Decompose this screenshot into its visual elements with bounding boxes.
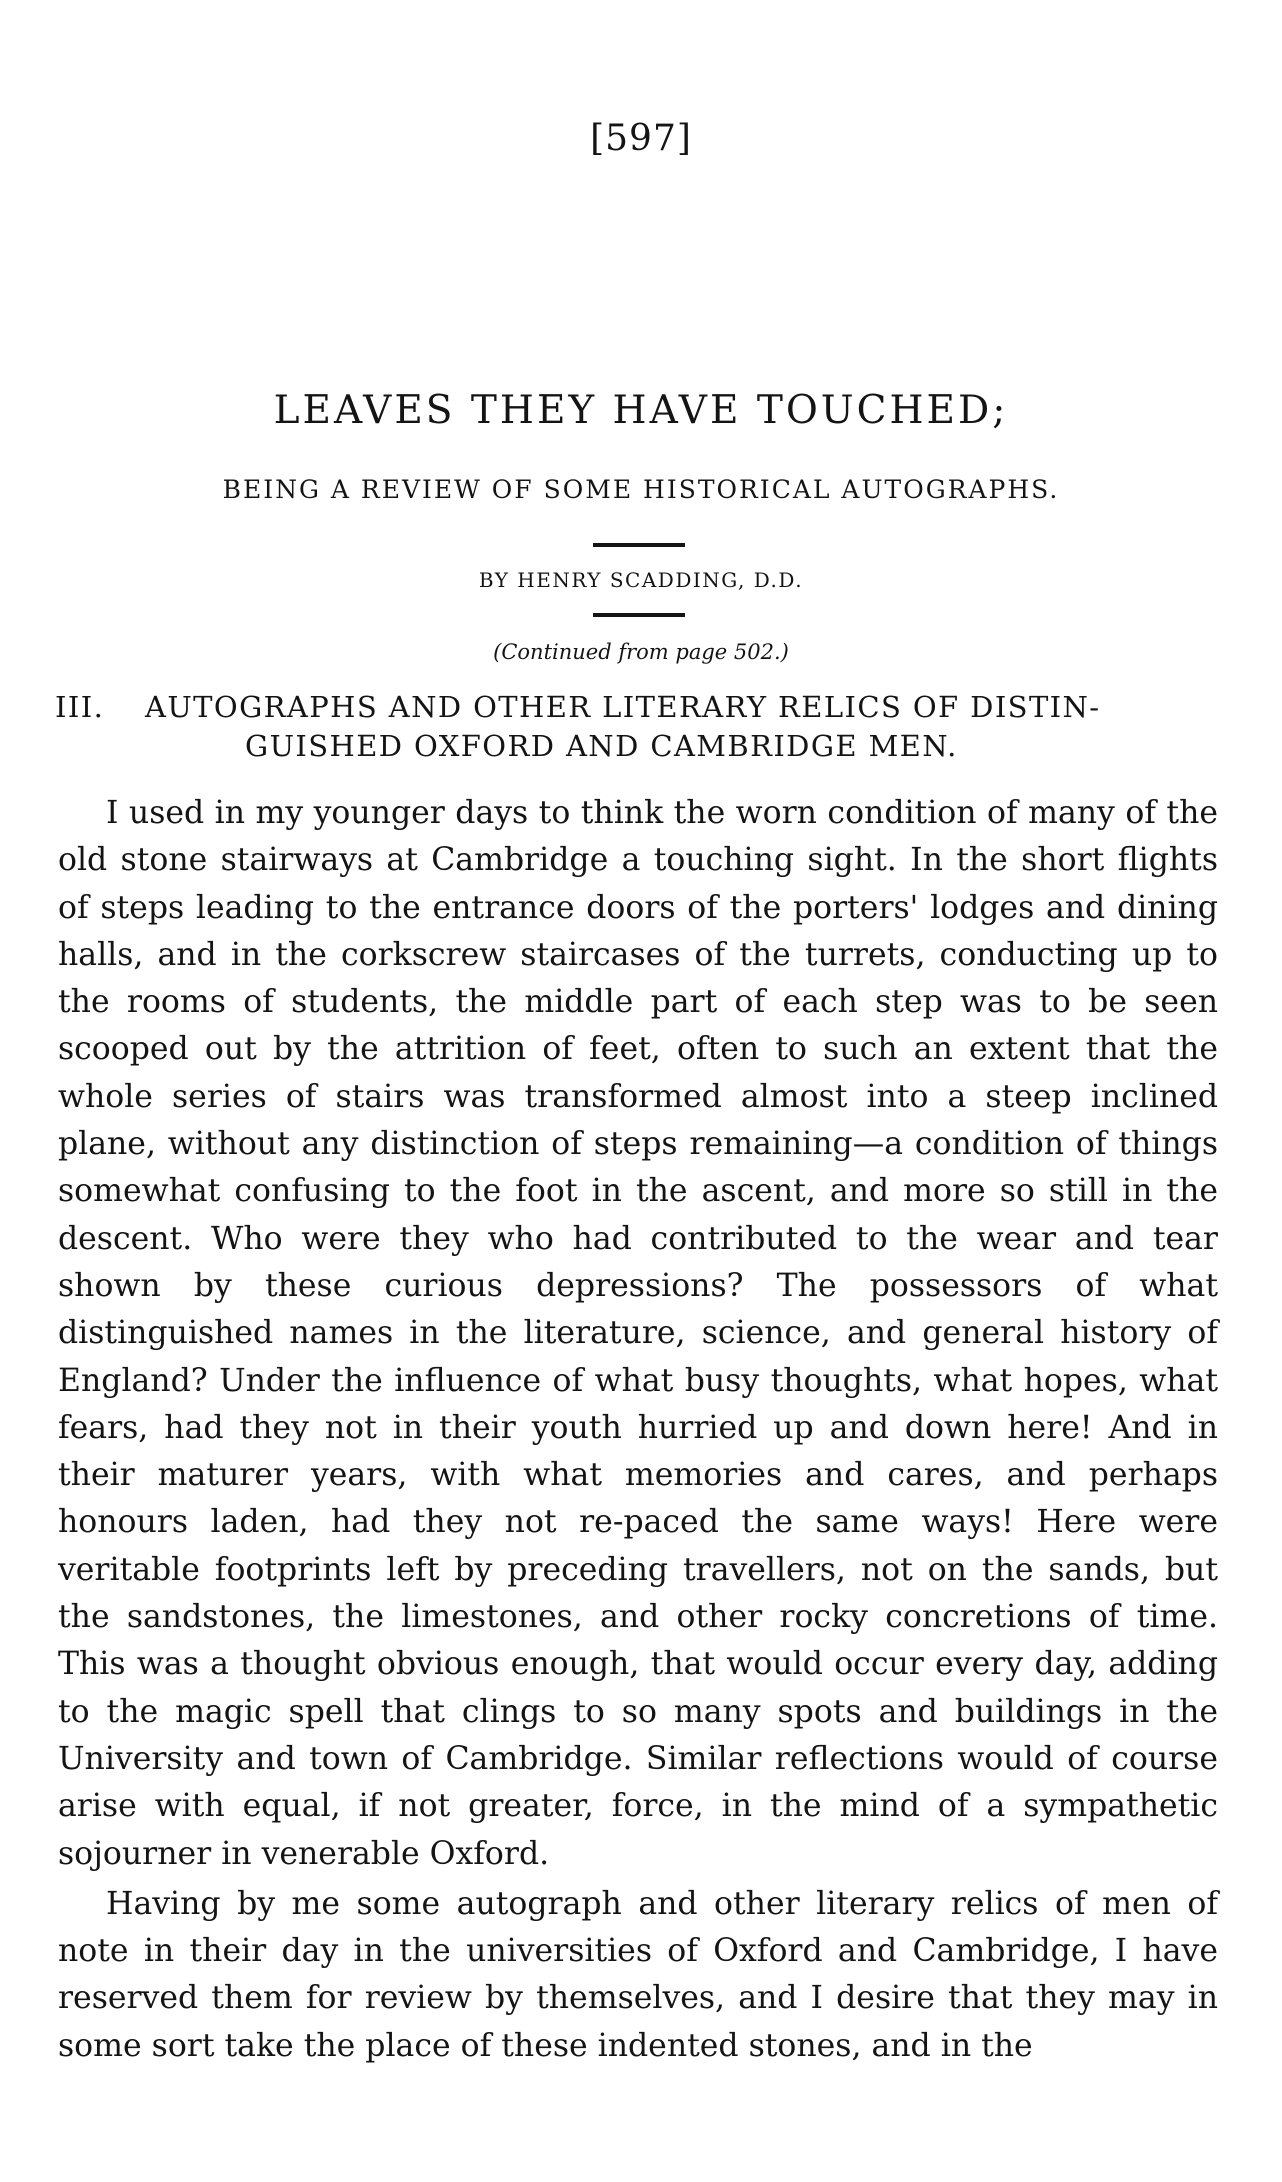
body-paragraph: I used in my younger days to think the worn condition of many of the old stone stairways at Cambridge a touching sight. In the short flights of steps leading to the entrance doors of the porters' lodges and dining halls, and in the corkscrew staircases of the turrets, conducting up to the rooms of students, the middle part of each step was to be seen scooped out by the attrition of feet, often to such an extent that the whole series of stairs was transformed almost into a steep inclined plane, without any distinction of steps remaining—a condition of things somewhat confusing to the foot in the ascent, and more so still in the descent. Who were they who had contributed to the wear and tear shown by these curious depressions? The possessors of what distinguished names in the literature, science, and general history of England? Under the influence of what busy thoughts, what hopes, what fears, had they not in their youth hurried up and down here! And in their maturer years, with what memories and cares, and perhaps honours laden, had they not re-paced the same ways! Here were veritable footprints left by preceding travellers, not on the sands, but the sandstones, the limestones, and other rocky concretions of time. This was a thought obvious enough, that would occur every day, adding to the magic spell that clings to so many spots and buildings in the University and town of Cambridge. Similar reflections would of course arise with equal, if not greater, force, in the mind of a sympathetic sojourner in venerable Oxford. xyxy=(58,795,1218,1872)
article-body xyxy=(58,790,1218,2070)
section-heading-line-2: GUISHED OXFORD AND CAMBRIDGE MEN. xyxy=(245,729,958,763)
section-heading-line-1: AUTOGRAPHS AND OTHER LITERARY RELICS OF DISTIN- xyxy=(145,690,1101,724)
divider-rule xyxy=(593,613,685,617)
section-number: III. xyxy=(55,690,105,724)
continued-note: (Continued from page 502.) xyxy=(493,640,789,664)
author-byline: BY HENRY SCADDING, D.D. xyxy=(478,568,804,592)
article-title: LEAVES THEY HAVE TOUCHED; xyxy=(273,388,1009,433)
body-paragraph: Having by me some autograph and other literary relics of men of note in their day in the universities of Oxford and Cambridge, I have reserved them for review by themselves, and I desire that they may in some sort take the place of these indented stones, and in the xyxy=(58,1885,1218,2064)
divider-rule xyxy=(593,543,685,547)
page-number: [597] xyxy=(590,118,692,159)
article-subtitle: BEING A REVIEW OF SOME HISTORICAL AUTOGRAPHS. xyxy=(222,475,1060,504)
